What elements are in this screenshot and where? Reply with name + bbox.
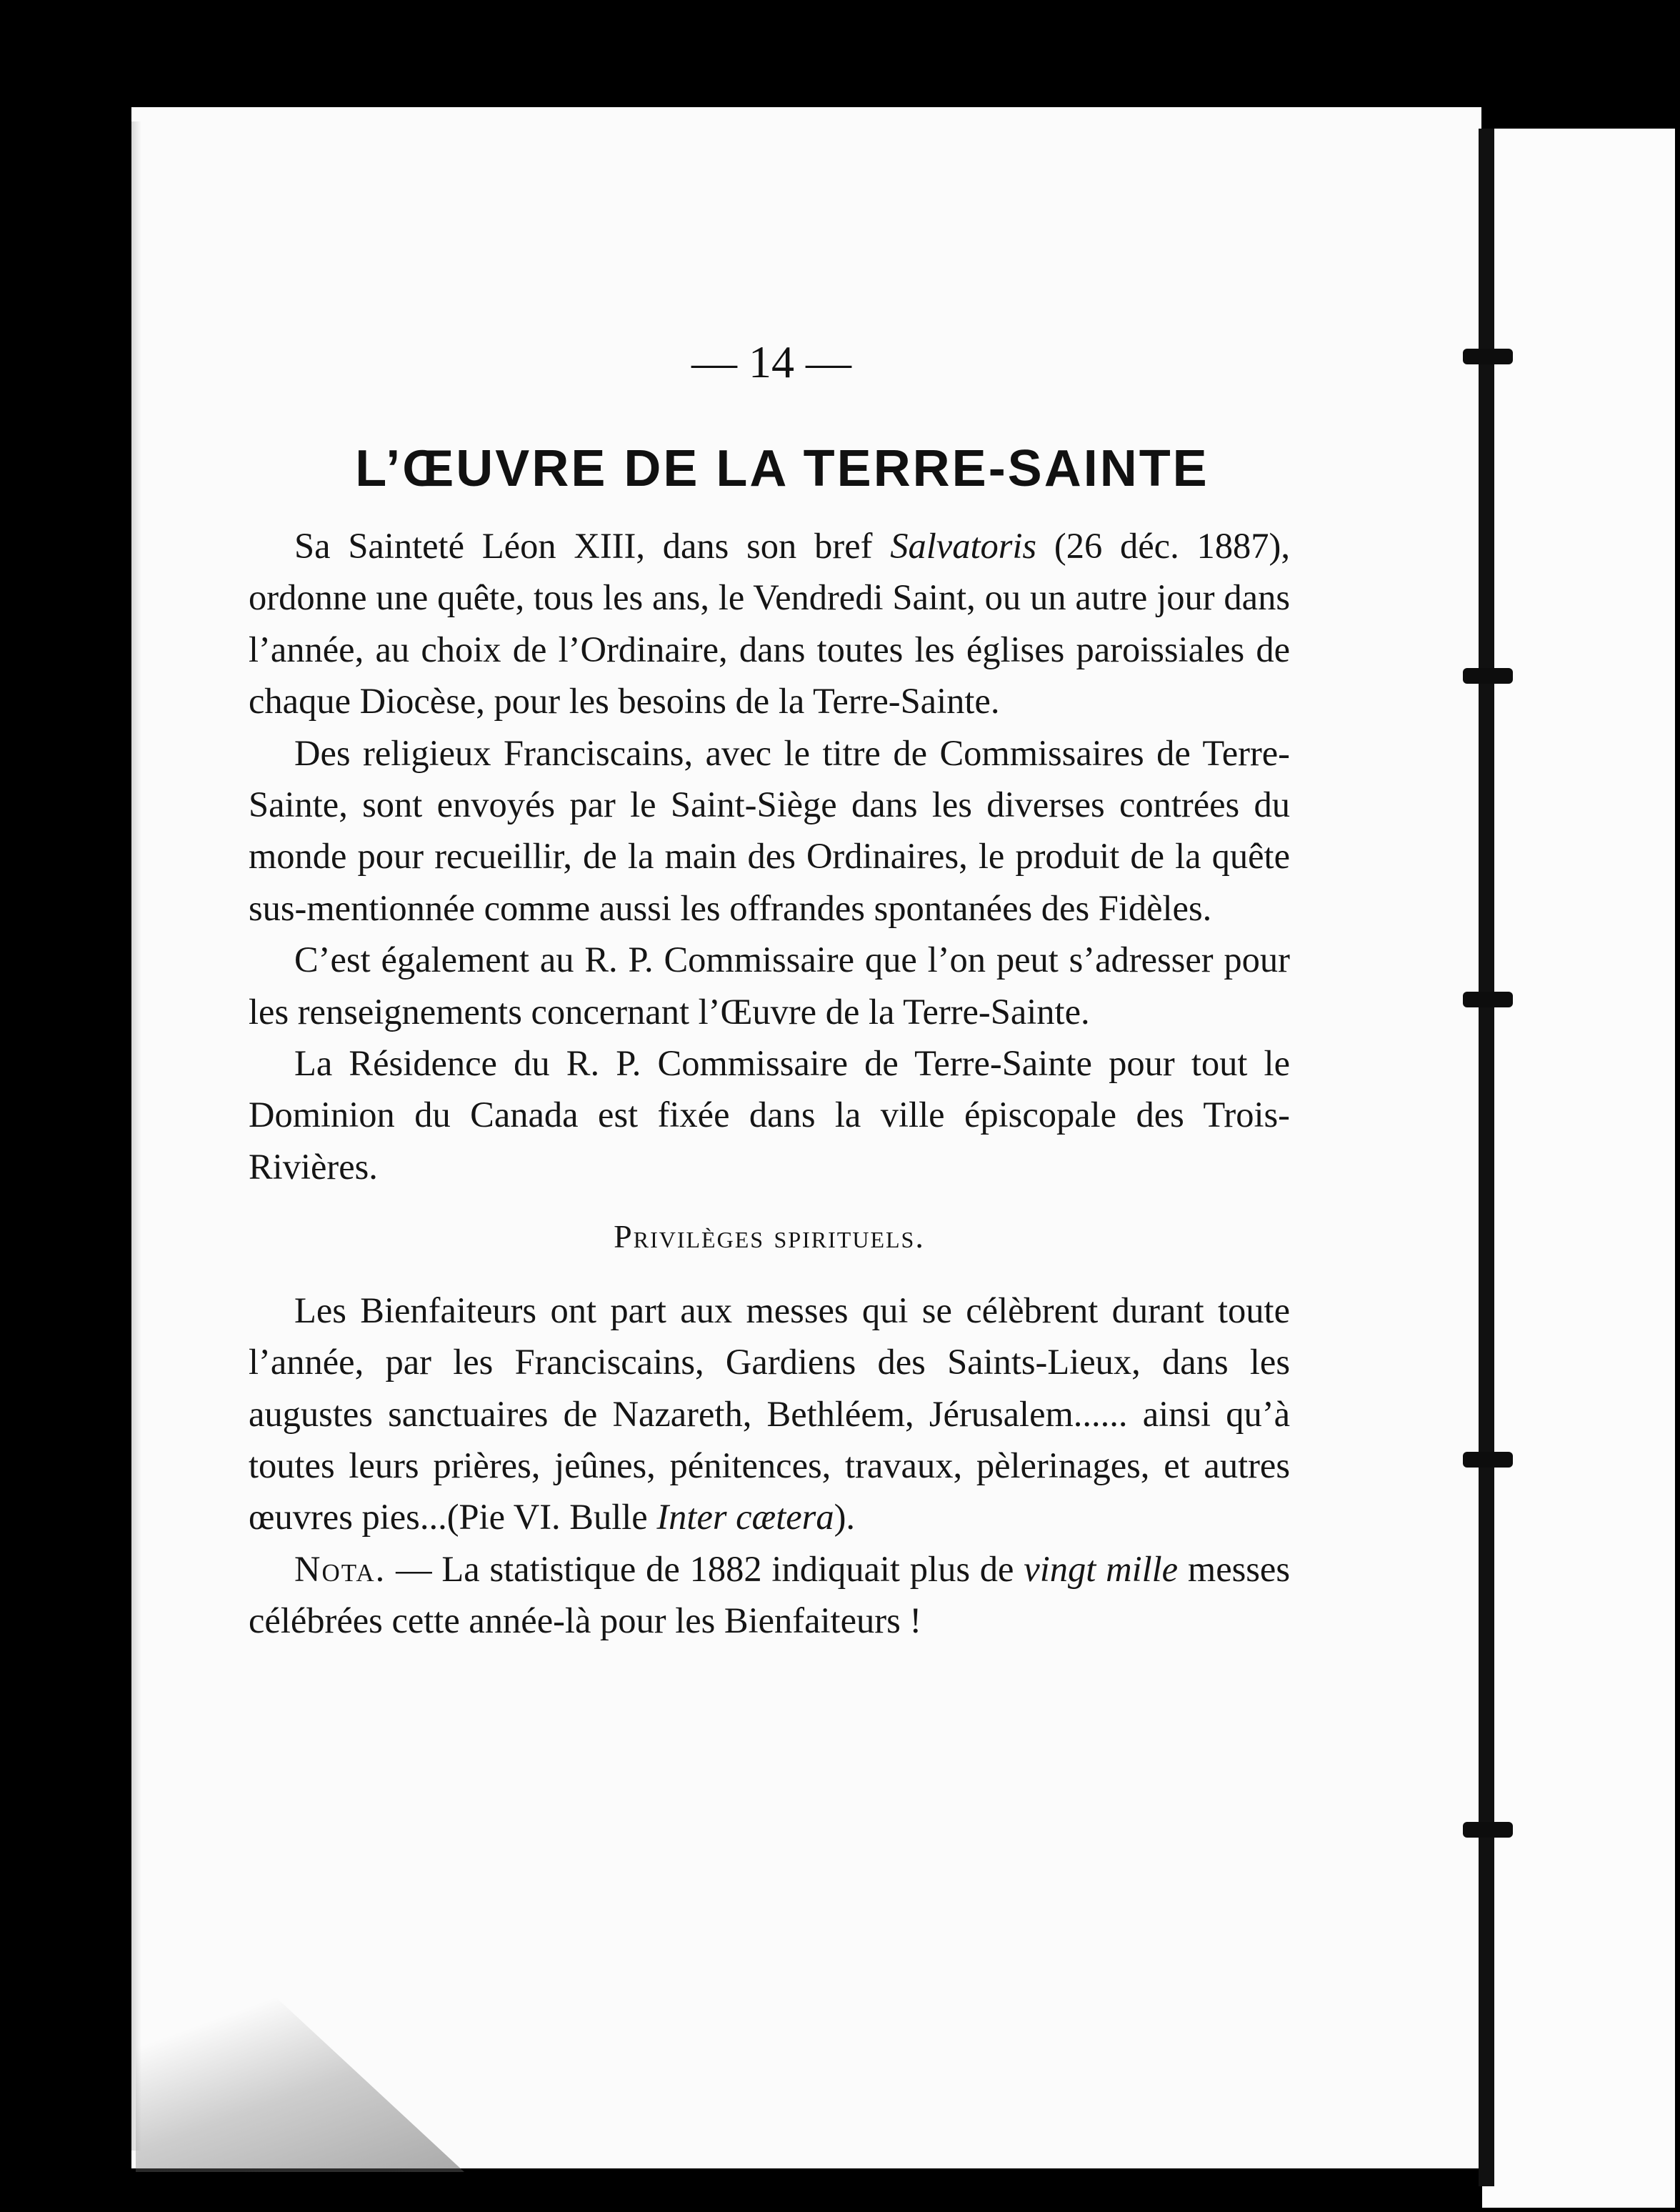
- nota-paragraph: Nota. — La statistique de 1882 indiquait plus de vingt mille messes célébrées cette année-là pour les Bienfaiteurs !: [249, 1548, 1290, 1641]
- facing-page: [1482, 129, 1675, 2208]
- binding-stitch: [1463, 1822, 1513, 1838]
- binding-stitch: [1463, 668, 1513, 684]
- binding-stitch: [1463, 1452, 1513, 1468]
- page-number: — 14 —: [691, 337, 851, 387]
- paragraph: C’est également au R. P. Commissaire que l’on peut s’adresser pour les renseignements concernant l’Œuvre de la Terre-Sainte.: [249, 940, 1290, 1032]
- nota-label: Nota.: [294, 1548, 386, 1589]
- body-text: [249, 520, 1290, 1647]
- paragraph: Des religieux Franciscains, avec le titre de Commissaires de Terre-Sainte, sont envoyés par le Saint-Siège dans les diverses contrées du monde pour recueillir, de la main des Ordinaires, le produit de la quête sus-mentionnée comme aussi les offrandes spontanées des Fidèles.: [249, 732, 1290, 928]
- binding-stitch: [1463, 992, 1513, 1007]
- section-subheading: Privilèges spirituels.: [614, 1218, 925, 1255]
- page-edge: [131, 121, 141, 2151]
- book-binding: [1479, 129, 1494, 2186]
- paragraph: La Résidence du R. P. Commissaire de Terre-Sainte pour tout le Dominion du Canada est fixée dans la ville épiscopale des Trois-Rivières.: [249, 1043, 1290, 1187]
- page-title: L’ŒUVRE DE LA TERRE-SAINTE: [355, 440, 1209, 497]
- paragraph: Sa Sainteté Léon XIII, dans son bref Salvatoris (26 déc. 1887), ordonne une quête, tous les ans, le Vendredi Saint, ou un autre jour dans l’année, au choix de l’Ordinaire, dans toutes les églises paroissiales de chaque Diocèse, pour les besoins de la Terre-Sainte.: [249, 526, 1290, 722]
- paragraph: Les Bienfaiteurs ont part aux messes qui se célèbrent durant toute l’année, par les Franciscains, Gardiens des Saints-Lieux, dans les augustes sanctuaires de Nazareth, Bethléem, Jérusalem...... ainsi qu’à toutes leurs prières, jeûnes, pénitences, travaux, pèlerinages, et autres œuvres pies...(Pie VI. Bulle Inter cætera).: [249, 1290, 1290, 1538]
